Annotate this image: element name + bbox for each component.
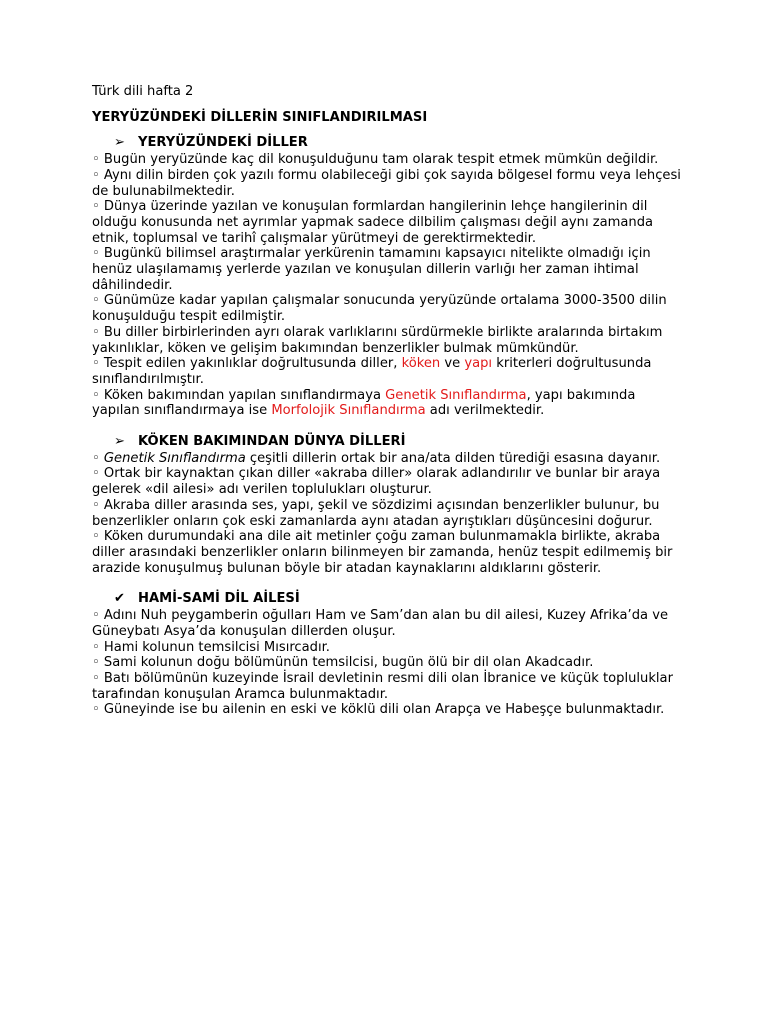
- section-heading: [114, 135, 682, 151]
- paragraph: ◦ Dünya üzerinde yazılan ve konuşulan formlardan hangilerinin lehçe hangilerinin dil olduğu konusunda net ayrımlar yapmak sadece dilbilim çalışması değil aynı zamanda etnik, toplumsal ve tarihî çalışmalar yürütmeyi de gerektirmektedir.: [92, 199, 654, 246]
- section-heading-text: YERYÜZÜNDEKİ DİLLER: [138, 135, 308, 151]
- checkmark-bullet-icon: ✔: [114, 591, 125, 607]
- paragraph: ◦ Köken durumundaki ana dile ait metinler çoğu zaman bulunmamakla birlikte, akraba diller arasındaki benzerlikler onların bilinmeyen bir zamanda, henüz tespit edilmemiş bir arazide konuşulmuş bulunan böyle bir atadan kaynaklarını aldıklarını gösterir.: [92, 529, 673, 576]
- paragraph: ◦ Bu diller birbirlerinden ayrı olarak varlıklarını sürdürmekle birlikte aralarında birtakım yakınlıklar, köken ve gelişim bakımından benzerlikler bulmak mümkündür.: [92, 324, 663, 356]
- paragraph-text: ◦: [92, 450, 104, 466]
- paragraph: ◦ Bugünkü bilimsel araştırmalar yerkürenin tamamını kapsayıcı nitelikte olmadığı için henüz ulaşılamamış yerlerde yazılan ve konuşulan dillerin varlığı her zaman ihtimal dâhilindedir.: [92, 246, 651, 293]
- section-hami-sami: [92, 591, 682, 718]
- arrowhead-bullet-icon: ➢: [114, 135, 125, 151]
- section-origin-languages: [92, 434, 682, 576]
- paragraph: ◦ Aynı dilin birden çok yazılı formu olabileceği gibi çok sayıda bölgesel formu veya lehçesi de bulunabilmektedir.: [92, 167, 681, 199]
- arrowhead-bullet-icon: ➢: [114, 434, 125, 450]
- paragraph-text: adı verilmektedir.: [425, 403, 545, 419]
- highlighted-term-origin: köken: [401, 356, 441, 372]
- highlighted-term-structure: yapı: [464, 356, 493, 372]
- italic-term: Genetik Sınıflandırma: [103, 450, 246, 466]
- section-heading: [114, 591, 682, 607]
- paragraph: ◦ Bugün yeryüzünde kaç dil konuşulduğunu tam olarak tespit etmek mümkün değildir.: [92, 152, 659, 168]
- paragraph: ◦ Sami kolunun doğu bölümünün temsilcisi, bugün ölü bir dil olan Akadcadır.: [92, 655, 594, 671]
- paragraph-text: ◦ Tespit edilen yakınlıklar doğrultusunda diller,: [92, 356, 402, 372]
- naming-paragraph: [92, 388, 682, 419]
- highlighted-term-genetic: Genetik Sınıflandırma: [385, 387, 527, 403]
- paragraph-text: kriterleri doğrultusunda sınıflandırılmıştır.: [92, 356, 652, 387]
- section-heading: [114, 434, 682, 450]
- paragraph: ◦ Güneyinde ise bu ailenin en eski ve köklü dili olan Arapça ve Habeşçe bulunmaktadır.: [92, 702, 665, 718]
- paragraph-text: ve: [440, 356, 465, 372]
- course-label: Türk dili hafta 2: [92, 84, 194, 99]
- document-page: [92, 84, 682, 733]
- paragraph: ◦ Günümüze kadar yapılan çalışmalar sonucunda yeryüzünde ortalama 3000-3500 dilin konuşulduğu tespit edilmiştir.: [92, 293, 667, 325]
- paragraph-text: ◦ Köken bakımından yapılan sınıflandırmaya: [92, 387, 386, 403]
- paragraph-text: çeşitli dillerin ortak bir ana/ata dilden türediği esasına dayanır.: [245, 450, 661, 466]
- document-title: YERYÜZÜNDEKİ DİLLERİN SINIFLANDIRILMASI: [92, 109, 428, 125]
- highlighted-term-morphological: Morfolojik Sınıflandırma: [271, 403, 426, 419]
- paragraph: ◦ Hami kolunun temsilcisi Mısırcadır.: [92, 639, 330, 655]
- paragraph: ◦ Akraba diller arasında ses, yapı, şekil ve sözdizimi açısından benzerlikler bulunur, bu benzerlikler onların çok eski zamanlarda aynı atadan ayrıştıkları düşüncesini doğurur.: [92, 497, 660, 529]
- section-heading-text: KÖKEN BAKIMINDAN DÜNYA DİLLERİ: [138, 434, 406, 450]
- section-heading-text: HAMİ-SAMİ DİL AİLESİ: [138, 591, 300, 607]
- section-world-languages: [92, 135, 682, 419]
- paragraph-text: , yapı bakımında yapılan sınıflandırmaya ise: [92, 387, 636, 419]
- genetic-paragraph: [92, 451, 682, 467]
- paragraph: ◦ Adını Nuh peygamberin oğulları Ham ve Sam’dan alan bu dil ailesi, Kuzey Afrika’da ve Güneybatı Asya’da konuşulan dillerden oluşur.: [92, 608, 669, 639]
- paragraph: ◦ Batı bölümünün kuzeyinde İsrail devletinin resmi dili olan İbranice ve küçük topluluklar tarafından konuşulan Aramca bulunmaktadır.: [92, 670, 673, 702]
- criteria-paragraph: [92, 356, 682, 387]
- paragraph: ◦ Ortak bir kaynaktan çıkan diller «akraba diller» olarak adlandırılır ve bunlar bir araya gelerek «dil ailesi» adı verilen toplulukları oluşturur.: [92, 466, 661, 498]
